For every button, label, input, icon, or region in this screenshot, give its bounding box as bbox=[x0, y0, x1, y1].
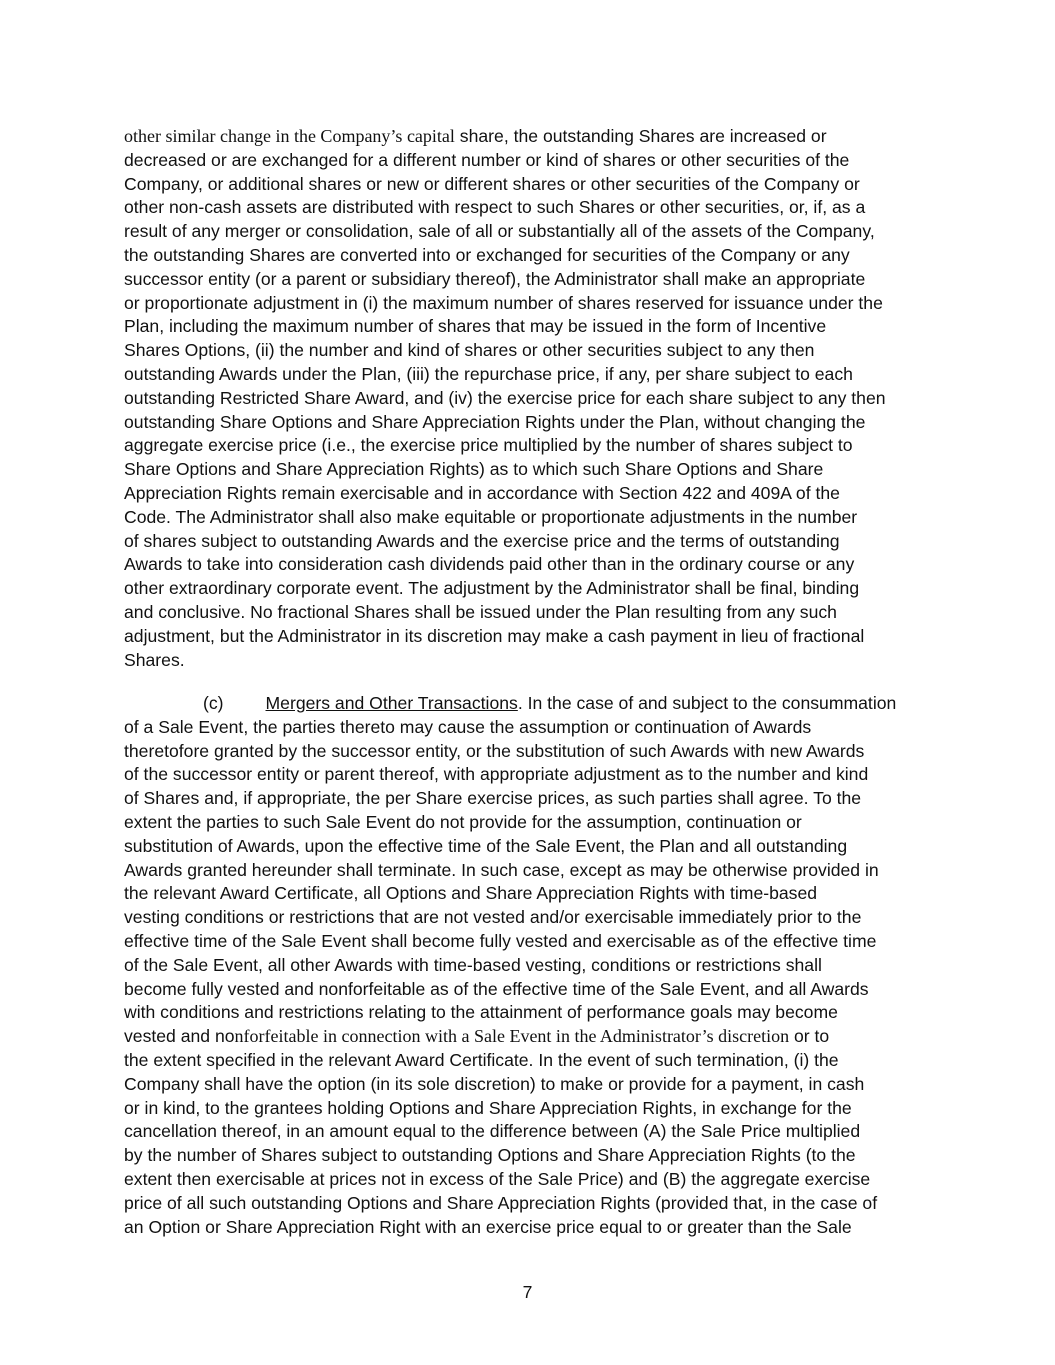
text-line: other non-cash assets are distributed with respect to such Shares or other securities, or, if, as a bbox=[124, 197, 866, 218]
text-line: vesting conditions or restrictions that are not vested and/or exercisable immediately prior to the bbox=[124, 907, 862, 928]
text-span: . In the case of and subject to the consummation bbox=[517, 693, 897, 713]
text-line: aggregate exercise price (i.e., the exercise price multiplied by the number of shares subject to bbox=[124, 435, 853, 456]
text-line: become fully vested and nonforfeitable as of the effective time of the Sale Event, and all Awards bbox=[124, 978, 869, 999]
text-line: result of any merger or consolidation, sale of all or substantially all of the assets of the Company, bbox=[124, 221, 875, 242]
text-line: cancellation thereof, in an amount equal to the difference between (A) the Sale Price multiplied bbox=[124, 1121, 861, 1142]
text-line: of the Sale Event, all other Awards with time-based vesting, conditions or restrictions shall bbox=[124, 954, 822, 975]
text-line bbox=[124, 125, 944, 149]
text-line: Company, or additional shares or new or different shares or other securities of the Company or bbox=[124, 173, 860, 194]
text-line: Share Options and Share Appreciation Rights) as to which such Share Options and Share bbox=[124, 459, 824, 480]
paragraph-adjustments bbox=[124, 125, 944, 672]
text-line: extent the parties to such Sale Event do not provide for the assumption, continuation or bbox=[124, 811, 802, 832]
text-span: share, the outstanding Shares are increased or bbox=[454, 126, 827, 146]
text-line: Code. The Administrator shall also make equitable or proportionate adjustments in the number bbox=[124, 506, 858, 527]
text-line: Company shall have the option (in its sole discretion) to make or provide for a payment, in cash bbox=[124, 1073, 865, 1094]
text-line: outstanding Restricted Share Award, and (iv) the exercise price for each share subject to any then bbox=[124, 387, 886, 408]
text-line: Appreciation Rights remain exercisable and in accordance with Section 422 and 409A of the bbox=[124, 482, 840, 503]
text-line bbox=[124, 692, 944, 716]
page-number: 7 bbox=[522, 1282, 533, 1302]
text-line bbox=[124, 1025, 944, 1049]
text-line: Shares Options, (ii) the number and kind of shares or other securities subject to any then bbox=[124, 340, 815, 361]
text-span: or to bbox=[789, 1026, 830, 1047]
text-line: of a Sale Event, the parties thereto may cause the assumption or continuation of Awards bbox=[124, 716, 812, 737]
text-line: by the number of Shares subject to outstanding Options and Share Appreciation Rights (to the bbox=[124, 1145, 856, 1166]
text-span: vested and no bbox=[124, 1026, 235, 1047]
text-span-serif: nforfeitable in connection with a Sale Event in the Administrator’s discretion bbox=[234, 1026, 790, 1047]
text-line: outstanding Awards under the Plan, (iii) the repurchase price, if any, per share subject to each bbox=[124, 363, 853, 384]
text-line: outstanding Share Options and Share Appreciation Rights under the Plan, without changing the bbox=[124, 411, 866, 432]
text-line: Shares. bbox=[124, 649, 185, 670]
text-line: or proportionate adjustment in (i) the maximum number of shares reserved for issuance under the bbox=[124, 292, 883, 313]
text-line: Awards to take into consideration cash dividends paid other than in the ordinary course or any bbox=[124, 554, 855, 575]
text-line: Awards granted hereunder shall terminate. In such case, except as may be otherwise provided in bbox=[124, 859, 879, 880]
text-line: the outstanding Shares are converted into or exchanged for securities of the Company or any bbox=[124, 244, 850, 265]
text-line: or in kind, to the grantees holding Options and Share Appreciation Rights, in exchange for the bbox=[124, 1097, 852, 1118]
text-line: decreased or are exchanged for a different number or kind of shares or other securities of the bbox=[124, 149, 850, 170]
text-line: price of all such outstanding Options and Share Appreciation Rights (provided that, in the case of bbox=[124, 1192, 878, 1213]
paragraph-mergers bbox=[124, 692, 944, 1239]
text-line: adjustment, but the Administrator in its discretion may make a cash payment in lieu of fractional bbox=[124, 625, 865, 646]
text-line: the extent specified in the relevant Award Certificate. In the event of such termination, (i) the bbox=[124, 1049, 839, 1070]
text-span-serif: other similar change in the Company’s capital bbox=[124, 126, 455, 146]
section-heading: Mergers and Other Transactions bbox=[265, 693, 518, 713]
text-line: theretofore granted by the successor entity, or the substitution of such Awards with new Awards bbox=[124, 740, 865, 761]
text-line: substitution of Awards, upon the effective time of the Sale Event, the Plan and all outstanding bbox=[124, 835, 848, 856]
text-line: with conditions and restrictions relating to the attainment of performance goals may become bbox=[124, 1002, 838, 1023]
text-line: and conclusive. No fractional Shares shall be issued under the Plan resulting from any such bbox=[124, 601, 837, 622]
text-line: the relevant Award Certificate, all Options and Share Appreciation Rights with time-based bbox=[124, 883, 818, 904]
text-line: of Shares and, if appropriate, the per Share exercise prices, as such parties shall agree. To the bbox=[124, 788, 862, 809]
text-line: other extraordinary corporate event. The adjustment by the Administrator shall be final, binding bbox=[124, 578, 860, 599]
text-line: extent then exercisable at prices not in excess of the Sale Price) and (B) the aggregate exercise bbox=[124, 1168, 871, 1189]
text-line: Plan, including the maximum number of shares that may be issued in the form of Incentive bbox=[124, 316, 827, 337]
text-line: of the successor entity or parent thereof, with appropriate adjustment as to the number and kind bbox=[124, 764, 869, 785]
text-line: an Option or Share Appreciation Right with an exercise price equal to or greater than the Sale bbox=[124, 1216, 852, 1237]
text-line: effective time of the Sale Event shall become fully vested and exercisable as of the effective time bbox=[124, 930, 877, 951]
text-line: of shares subject to outstanding Awards and the exercise price and the terms of outstanding bbox=[124, 530, 840, 551]
text-line: successor entity (or a parent or subsidiary thereof), the Administrator shall make an appropriate bbox=[124, 268, 866, 289]
section-label: (c) bbox=[203, 693, 224, 713]
